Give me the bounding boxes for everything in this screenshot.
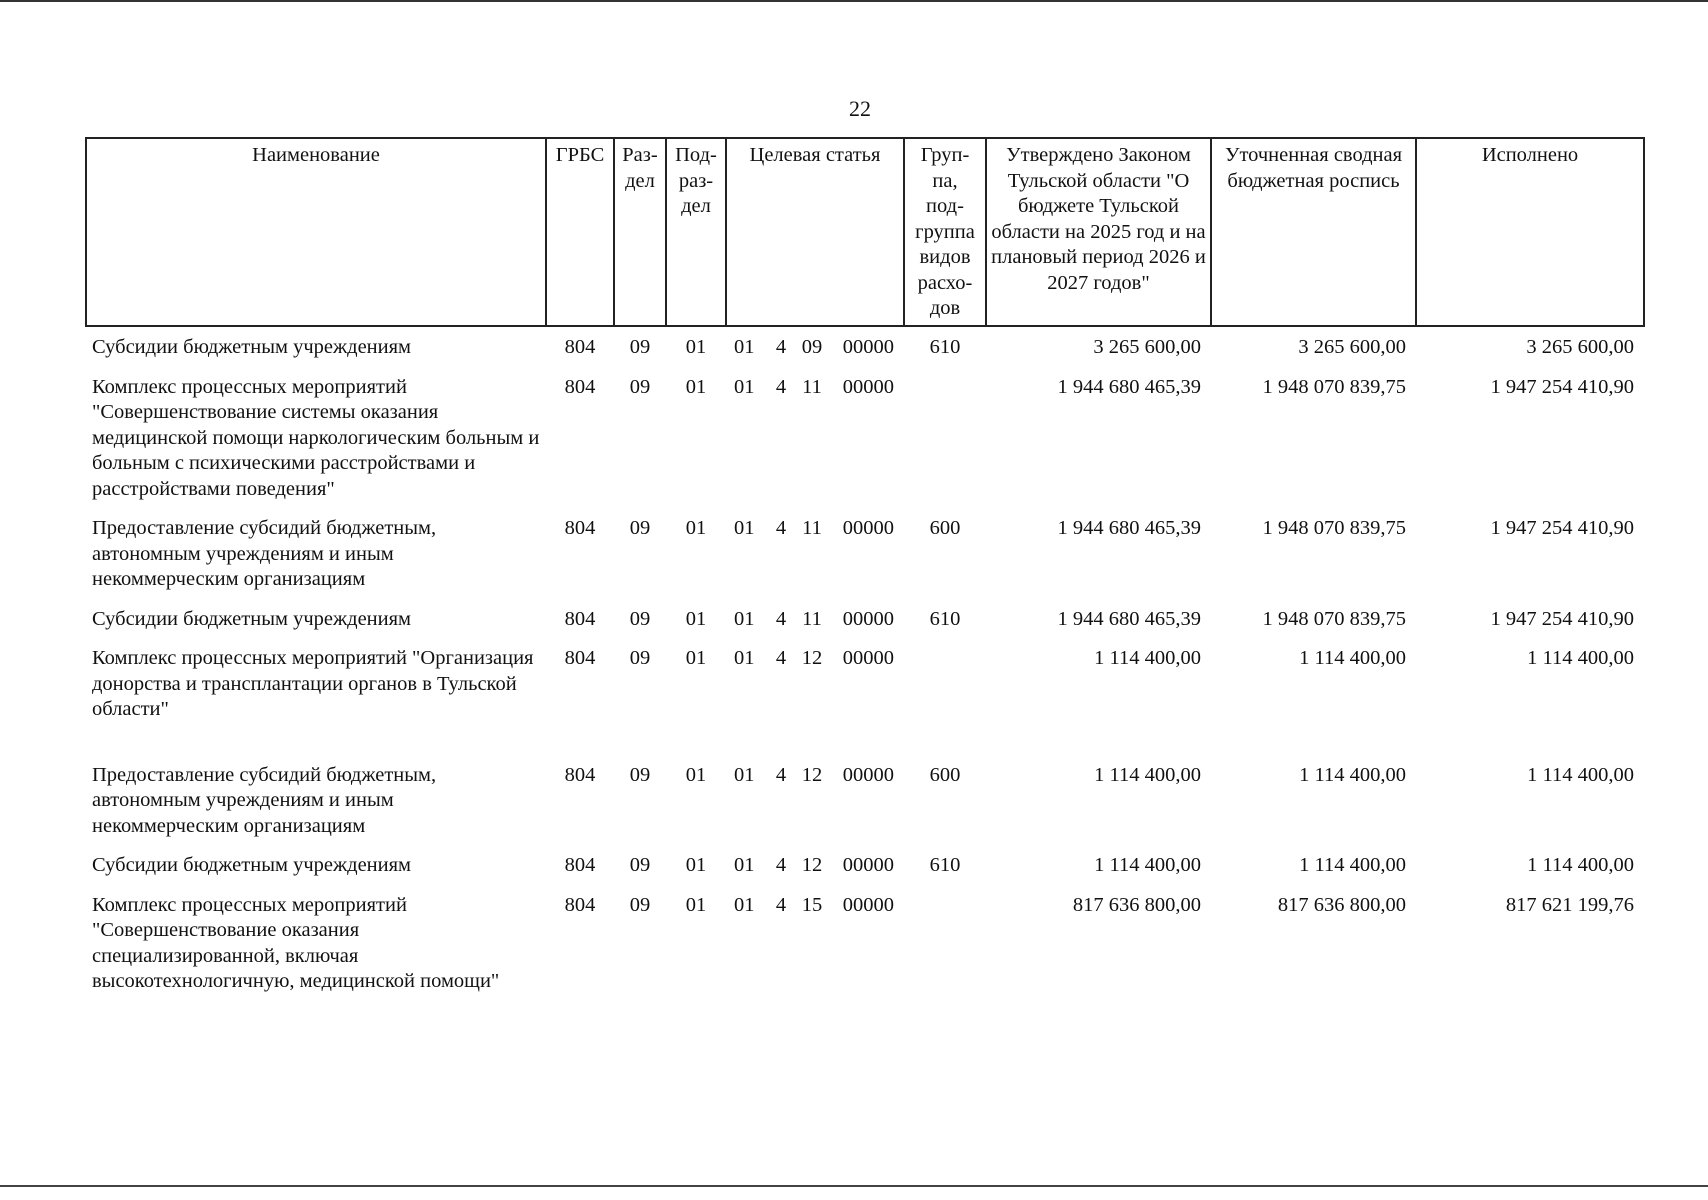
target-article-part: 4 <box>775 893 787 916</box>
row-refined: 1 948 070 839,75 <box>1262 517 1406 539</box>
row-vid: 610 <box>929 607 961 630</box>
row-podrazdel: 01 <box>685 336 707 358</box>
target-article-part: 00000 <box>842 893 894 916</box>
row-vid <box>904 638 986 755</box>
row-executed: 817 621 199,76 <box>1505 893 1634 916</box>
top-rule <box>0 0 1708 2</box>
target-article-part: 4 <box>775 647 787 669</box>
target-article-part: 4 <box>775 607 787 630</box>
target-article-part: 01 <box>734 854 755 876</box>
table-row <box>86 885 1644 1001</box>
target-article-part: 01 <box>734 607 755 630</box>
header-grbs: ГРБС <box>546 138 614 326</box>
target-article-part: 01 <box>734 763 755 786</box>
row-name: Субсидии бюджетным учреждениям <box>92 854 412 876</box>
row-grbs: 804 <box>564 647 596 669</box>
row-target-article <box>726 755 904 846</box>
target-article-part: 4 <box>775 375 787 398</box>
row-name: Комплекс процессных мероприятий "Организация донорства и трансплантации органов в Тульской области" <box>92 647 534 720</box>
target-article-part: 00000 <box>842 517 894 539</box>
row-podrazdel: 01 <box>685 375 707 398</box>
row-grbs: 804 <box>564 607 596 630</box>
row-grbs: 804 <box>564 336 596 358</box>
row-executed: 1 947 254 410,90 <box>1490 517 1634 539</box>
header-executed: Исполнено <box>1416 138 1644 326</box>
target-article-part: 00000 <box>842 854 894 876</box>
budget-table <box>85 137 1645 1001</box>
target-article-part: 11 <box>802 375 822 398</box>
header-target: Целевая статья <box>726 138 904 326</box>
row-podrazdel: 01 <box>685 763 707 786</box>
row-approved: 1 944 680 465,39 <box>1057 607 1201 630</box>
row-executed: 1 947 254 410,90 <box>1490 607 1634 630</box>
row-vid: 610 <box>929 854 961 876</box>
row-target-article <box>726 508 904 599</box>
target-article-part: 12 <box>801 854 823 876</box>
row-target-article <box>726 367 904 509</box>
row-grbs: 804 <box>564 375 596 398</box>
row-approved: 1 114 400,00 <box>1094 854 1201 876</box>
row-executed: 1 114 400,00 <box>1527 854 1634 876</box>
row-grbs: 804 <box>564 517 596 539</box>
row-refined: 1 948 070 839,75 <box>1262 607 1406 630</box>
table-row <box>86 599 1644 639</box>
target-article-part: 00000 <box>842 647 894 669</box>
target-article-part: 12 <box>801 763 823 786</box>
row-podrazdel: 01 <box>685 854 707 876</box>
target-article-part: 4 <box>775 336 787 358</box>
row-vid <box>904 367 986 509</box>
target-article-part: 01 <box>734 336 755 358</box>
target-article-part: 15 <box>801 893 823 916</box>
row-name: Предоставление субсидий бюджетным, автономным учреждениям и иным некоммерческим организациям <box>92 763 437 837</box>
target-article-part: 00000 <box>842 763 894 786</box>
target-article-part: 01 <box>734 375 755 398</box>
target-article-part: 01 <box>734 517 755 539</box>
header-row <box>86 138 1644 326</box>
row-approved: 3 265 600,00 <box>1093 336 1201 358</box>
target-article-part: 4 <box>775 517 787 539</box>
header-name: Наименование <box>86 138 546 326</box>
row-target-article <box>726 599 904 639</box>
row-razdel: 09 <box>629 375 651 398</box>
table-row <box>86 755 1644 846</box>
row-grbs: 804 <box>564 763 596 786</box>
target-article-part: 12 <box>801 647 823 669</box>
row-vid: 600 <box>929 517 961 539</box>
target-article-part: 4 <box>775 854 787 876</box>
header-vid: Груп- па, под- группа видов расхо- дов <box>904 138 986 326</box>
target-article-part: 11 <box>802 607 822 630</box>
row-podrazdel: 01 <box>685 607 707 630</box>
header-podrazdel: Под- раз- дел <box>666 138 726 326</box>
row-target-article <box>726 885 904 1001</box>
header-approved: Утверждено Законом Тульской области "О бюджете Тульской области на 2025 год и на плановый период 2026 и 2027 годов" <box>986 138 1211 326</box>
table-row <box>86 508 1644 599</box>
row-grbs: 804 <box>564 854 596 876</box>
row-approved: 1 114 400,00 <box>1094 647 1201 669</box>
row-podrazdel: 01 <box>685 893 707 916</box>
row-podrazdel: 01 <box>685 647 707 669</box>
row-approved: 1 944 680 465,39 <box>1057 517 1201 539</box>
row-approved: 1 944 680 465,39 <box>1057 375 1201 398</box>
target-article-part: 09 <box>801 336 823 358</box>
header-razdel: Раз- дел <box>614 138 666 326</box>
table-row <box>86 638 1644 755</box>
row-name: Комплекс процессных мероприятий "Совершенствование системы оказания медицинской помощи наркологическим больным и больным с психическими расстройствами и расстройствами поведения" <box>92 375 540 500</box>
row-podrazdel: 01 <box>685 517 707 539</box>
row-razdel: 09 <box>629 517 651 539</box>
row-target-article <box>726 638 904 755</box>
row-razdel: 09 <box>629 336 651 358</box>
row-refined: 3 265 600,00 <box>1298 336 1406 358</box>
bottom-rule <box>0 1185 1708 1187</box>
header-refined: Уточненная сводная бюджетная роспись <box>1211 138 1416 326</box>
row-razdel: 09 <box>629 763 651 786</box>
row-name: Предоставление субсидий бюджетным, автономным учреждениям и иным некоммерческим организациям <box>92 517 437 590</box>
row-approved: 1 114 400,00 <box>1094 763 1201 786</box>
row-refined: 817 636 800,00 <box>1277 893 1406 916</box>
row-vid <box>904 885 986 1001</box>
row-razdel: 09 <box>629 893 651 916</box>
target-article-part: 00000 <box>842 375 894 398</box>
row-executed: 3 265 600,00 <box>1526 336 1634 358</box>
row-name: Комплекс процессных мероприятий "Совершенствование оказания специализированной, включая высокотехнологичную, медицинской помощи" <box>92 893 500 992</box>
row-refined: 1 114 400,00 <box>1299 854 1406 876</box>
row-target-article <box>726 326 904 367</box>
row-vid: 610 <box>929 336 961 358</box>
row-executed: 1 114 400,00 <box>1527 647 1634 669</box>
row-refined: 1 948 070 839,75 <box>1262 375 1406 398</box>
row-razdel: 09 <box>629 647 651 669</box>
row-target-article <box>726 845 904 885</box>
row-executed: 1 947 254 410,90 <box>1490 375 1634 398</box>
table-row <box>86 326 1644 367</box>
row-grbs: 804 <box>564 893 596 916</box>
row-razdel: 09 <box>629 607 651 630</box>
target-article-part: 01 <box>734 647 755 669</box>
target-article-part: 00000 <box>842 336 894 358</box>
table-row <box>86 367 1644 509</box>
row-executed: 1 114 400,00 <box>1527 763 1634 786</box>
row-approved: 817 636 800,00 <box>1072 893 1201 916</box>
target-article-part: 01 <box>734 893 755 916</box>
row-razdel: 09 <box>629 854 651 876</box>
row-vid: 600 <box>929 763 961 786</box>
target-article-part: 4 <box>775 763 787 786</box>
row-name: Субсидии бюджетным учреждениям <box>92 336 412 358</box>
row-refined: 1 114 400,00 <box>1299 647 1406 669</box>
table-body <box>86 326 1644 1001</box>
target-article-part: 00000 <box>842 607 894 630</box>
page-number: 22 <box>849 96 871 121</box>
table-row <box>86 845 1644 885</box>
target-article-part: 11 <box>802 517 822 539</box>
row-refined: 1 114 400,00 <box>1299 763 1406 786</box>
row-name: Субсидии бюджетным учреждениям <box>92 607 412 630</box>
